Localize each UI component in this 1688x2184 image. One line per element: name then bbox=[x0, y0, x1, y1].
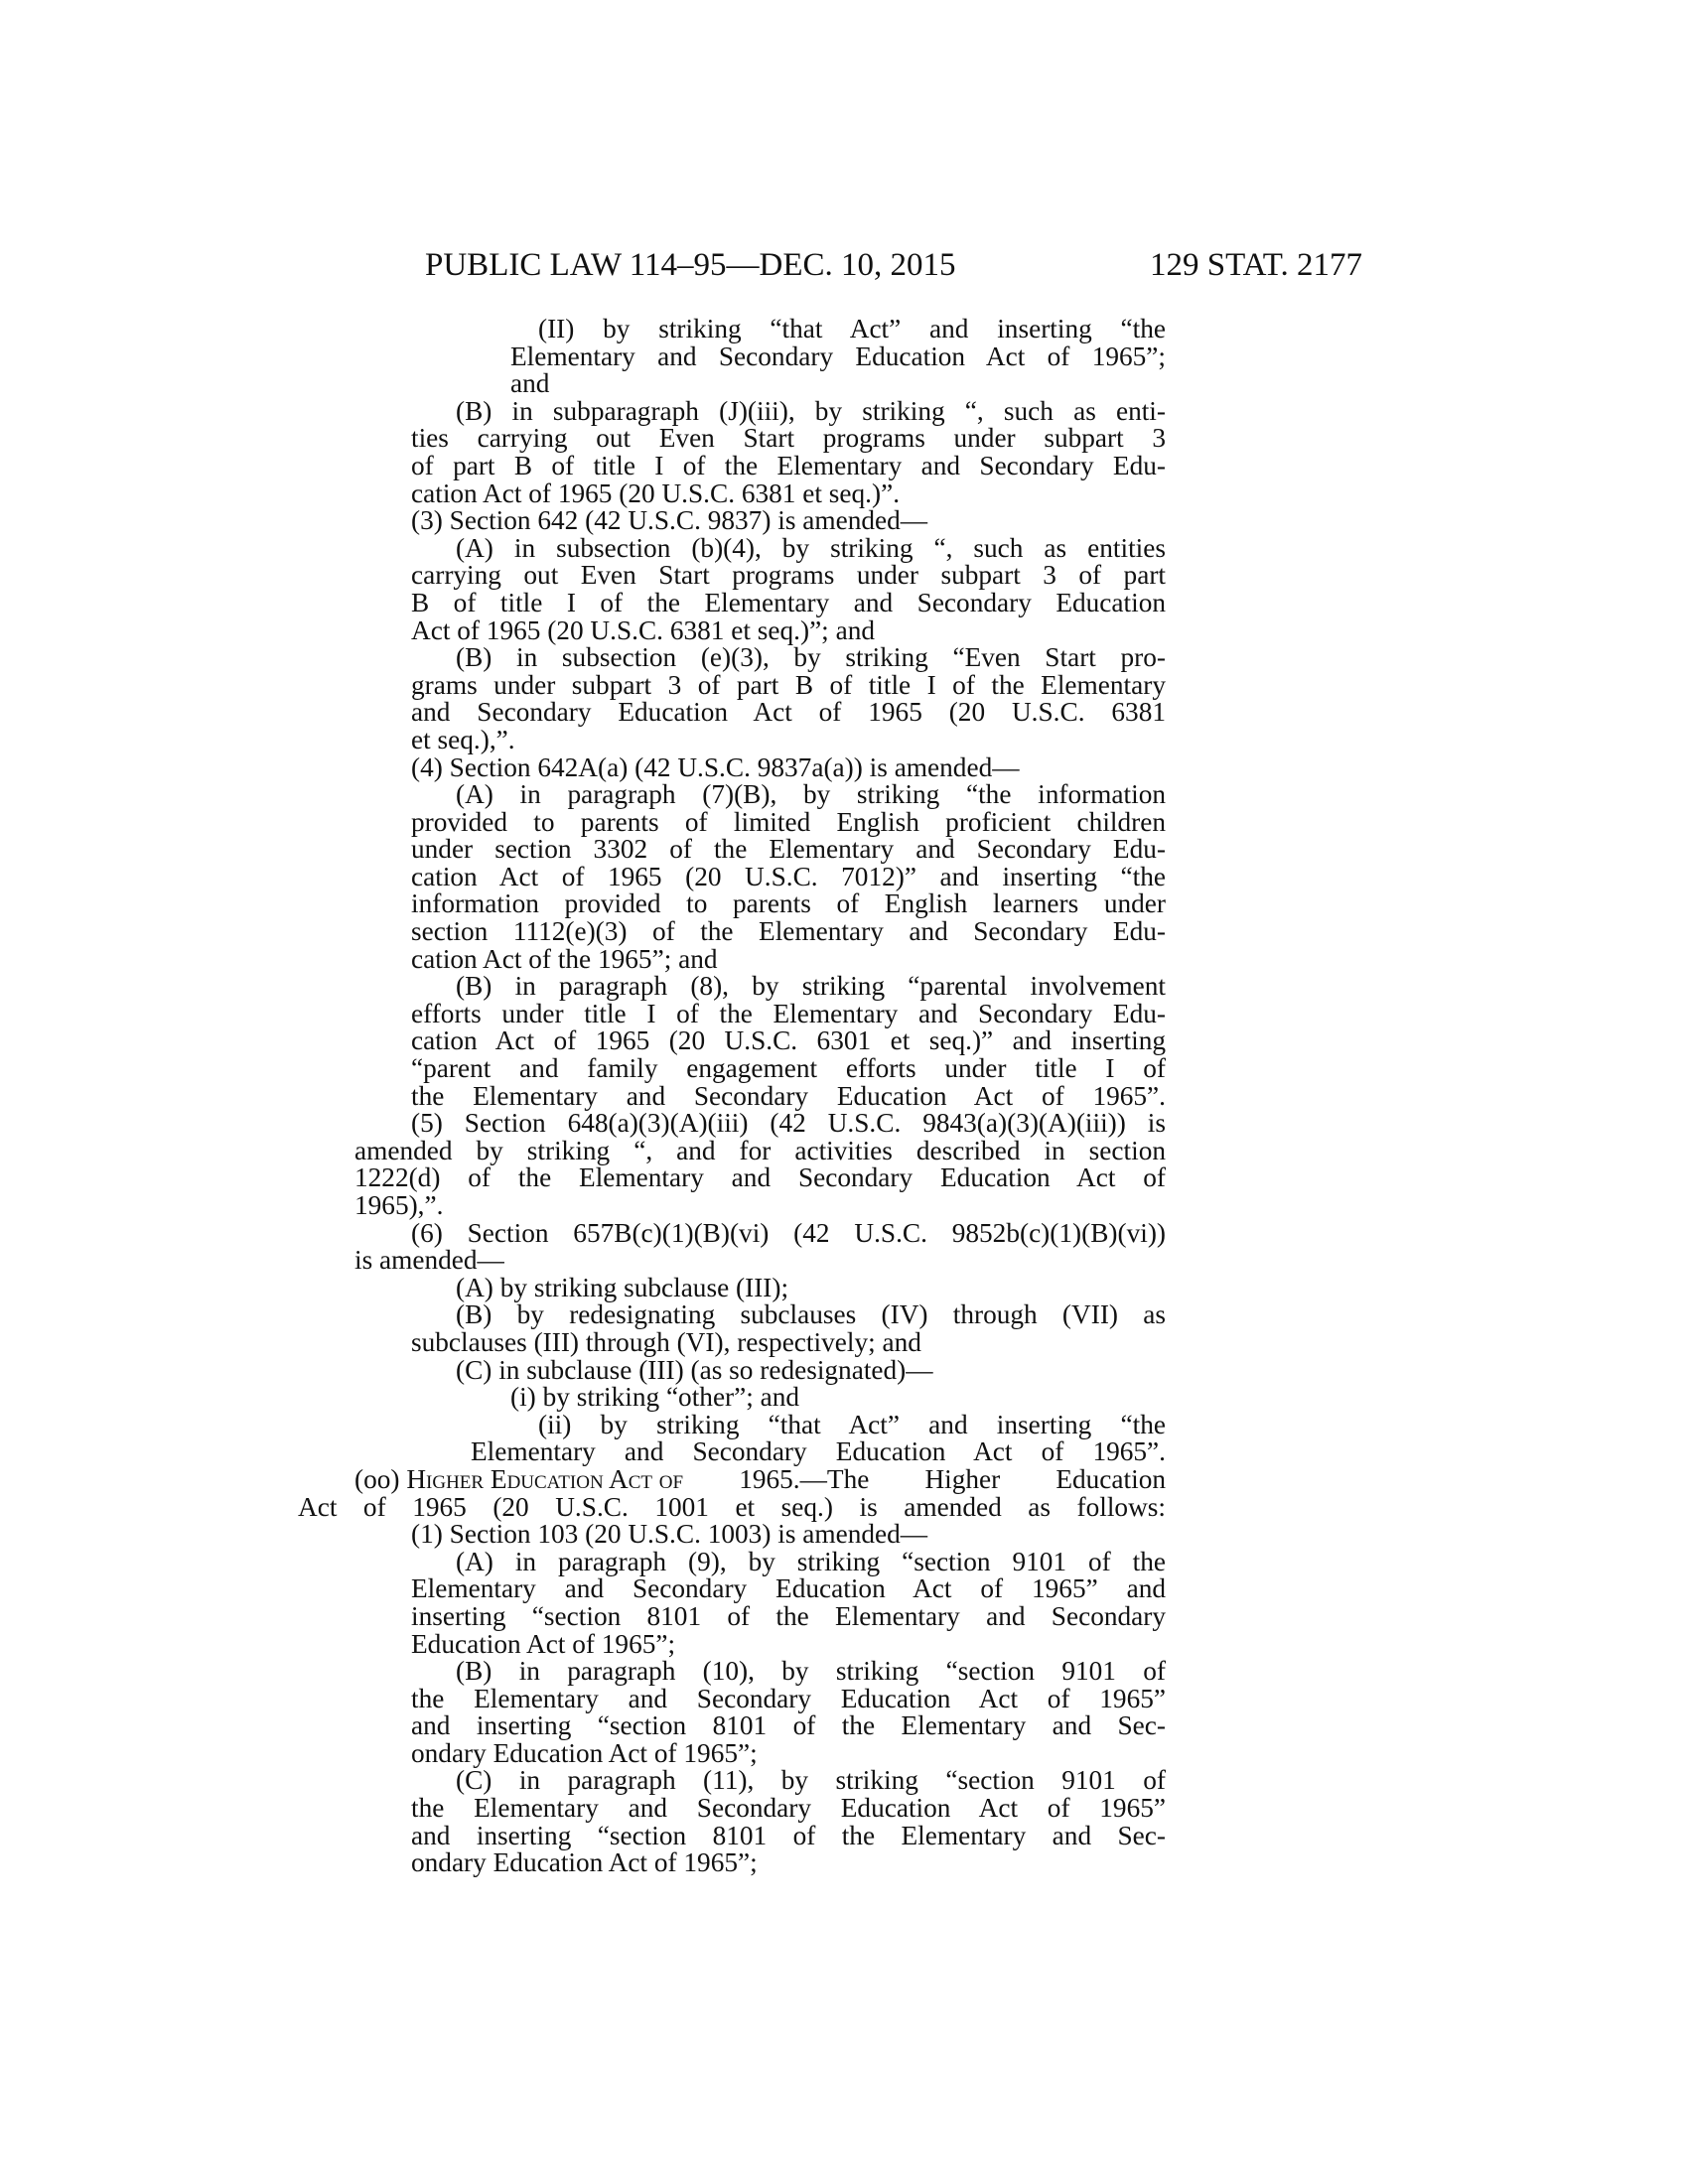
text-line: ties carrying out Even Start programs under subpart 3 bbox=[411, 423, 1166, 454]
text-line: (C) in subclause (III) (as so redesignated)— bbox=[456, 1354, 933, 1385]
text-line: (A) in paragraph (9), by striking “section 9101 of the bbox=[456, 1546, 1166, 1576]
text-line bbox=[354, 1463, 1166, 1494]
text-line: section 1112(e)(3) of the Elementary and Secondary Edu- bbox=[411, 916, 1166, 947]
text-line: and inserting “section 8101 of the Elementary and Sec- bbox=[411, 1820, 1166, 1850]
text-line: ondary Education Act of 1965”; bbox=[411, 1847, 758, 1878]
text-line: Elementary and Secondary Education Act of 1965”; bbox=[510, 341, 1166, 371]
page-header-title: PUBLIC LAW 114–95—DEC. 10, 2015 bbox=[425, 247, 956, 283]
text-line: (ii) by striking “that Act” and inserting “the bbox=[538, 1409, 1166, 1439]
subsection-label: (oo) bbox=[354, 1463, 407, 1494]
text-line: (3) Section 642 (42 U.S.C. 9837) is amended— bbox=[411, 505, 928, 536]
text-line: Act of 1965 (20 U.S.C. 6381 et seq.)”; and bbox=[411, 614, 876, 645]
page-body bbox=[298, 316, 1166, 1877]
text-line: (II) by striking “that Act” and inserting “the bbox=[538, 314, 1166, 343]
text-line: inserting “section 8101 of the Elementary and Secondary bbox=[411, 1600, 1166, 1631]
text-line: (B) in paragraph (10), by striking “section 9101 of bbox=[456, 1656, 1166, 1687]
text-line: Elementary and Secondary Education Act of 1965”. bbox=[471, 1436, 1166, 1467]
text-line: (A) by striking subclause (III); bbox=[456, 1272, 789, 1302]
page-header bbox=[425, 242, 1362, 288]
text-line: et seq.),”. bbox=[411, 724, 515, 754]
text-line: ondary Education Act of 1965”; bbox=[411, 1737, 758, 1768]
text-line: subclauses (III) through (VI), respectively; and bbox=[411, 1326, 921, 1357]
text-line: cation Act of 1965 (20 U.S.C. 7012)” and inserting “the bbox=[411, 861, 1166, 891]
text-line: the Elementary and Secondary Education Act of 1965”. bbox=[411, 1080, 1166, 1111]
page-header-stat: 129 STAT. 2177 bbox=[1149, 247, 1362, 283]
text-line: provided to parents of limited English proficient children bbox=[411, 806, 1166, 837]
text-line: is amended— bbox=[354, 1245, 504, 1276]
text-line: grams under subpart 3 of part B of title I of the Elementary bbox=[411, 669, 1166, 700]
text-line: (4) Section 642A(a) (42 U.S.C. 9837a(a)) is amended— bbox=[411, 751, 1020, 782]
text-line: (B) in subparagraph (J)(iii), by striking “, such as enti- bbox=[456, 395, 1166, 426]
text-line: (5) Section 648(a)(3)(A)(iii) (42 U.S.C. 9843(a)(3)(A)(iii)) is bbox=[411, 1108, 1166, 1139]
text-line: the Elementary and Secondary Education Act of 1965” bbox=[411, 1683, 1166, 1713]
text-line: the Elementary and Secondary Education Act of 1965” bbox=[411, 1793, 1166, 1824]
text-line: cation Act of 1965 (20 U.S.C. 6301 et seq.)” and inserting bbox=[411, 1025, 1166, 1056]
text-line: (i) by striking “other”; and bbox=[510, 1382, 800, 1413]
subsection-heading: Higher Education Act of bbox=[406, 1463, 684, 1494]
text-line: and inserting “section 8101 of the Elementary and Sec- bbox=[411, 1710, 1166, 1741]
text-line: carrying out Even Start programs under subpart 3 of part bbox=[411, 560, 1166, 591]
text-line: cation Act of 1965 (20 U.S.C. 6381 et seq.)”. bbox=[411, 478, 901, 508]
text-line: (1) Section 103 (20 U.S.C. 1003) is amended— bbox=[411, 1519, 928, 1550]
text-line: 1222(d) of the Elementary and Secondary Education Act of bbox=[354, 1162, 1166, 1193]
text-line: (6) Section 657B(c)(1)(B)(vi) (42 U.S.C. 9852b(c)(1)(B)(vi)) bbox=[411, 1217, 1166, 1248]
text-line: amended by striking “, and for activities described in section bbox=[354, 1135, 1166, 1165]
text-line: (B) by redesignating subclauses (IV) through (VII) as bbox=[456, 1299, 1166, 1330]
text-line: B of title I of the Elementary and Secondary Education bbox=[411, 587, 1166, 617]
text-line: of part B of title I of the Elementary and Secondary Edu- bbox=[411, 450, 1166, 480]
text-line: Elementary and Secondary Education Act of 1965” and bbox=[411, 1573, 1166, 1604]
text-line: and Secondary Education Act of 1965 (20 U.S.C. 6381 bbox=[411, 697, 1166, 728]
text-line: under section 3302 of the Elementary and Secondary Edu- bbox=[411, 834, 1166, 865]
subsection-text: 1965.—The Higher Education bbox=[683, 1463, 1166, 1494]
text-line: cation Act of the 1965”; and bbox=[411, 943, 718, 974]
text-line: (B) in subsection (e)(3), by striking “Even Start pro- bbox=[456, 642, 1166, 673]
text-line: (A) in paragraph (7)(B), by striking “the information bbox=[456, 779, 1166, 810]
text-line: efforts under title I of the Elementary and Secondary Edu- bbox=[411, 998, 1166, 1028]
text-line: and bbox=[510, 368, 550, 399]
text-line: Education Act of 1965”; bbox=[411, 1628, 676, 1659]
text-line: Act of 1965 (20 U.S.C. 1001 et seq.) is amended as follows: bbox=[298, 1491, 1166, 1522]
text-line: “parent and family engagement efforts under title I of bbox=[411, 1053, 1166, 1084]
text-line: (C) in paragraph (11), by striking “section 9101 of bbox=[456, 1765, 1166, 1796]
text-line: information provided to parents of English learners under bbox=[411, 888, 1166, 919]
text-line: (B) in paragraph (8), by striking “parental involvement bbox=[456, 971, 1166, 1002]
text-line: 1965),”. bbox=[354, 1190, 444, 1220]
text-line: (A) in subsection (b)(4), by striking “, such as entities bbox=[456, 532, 1166, 563]
